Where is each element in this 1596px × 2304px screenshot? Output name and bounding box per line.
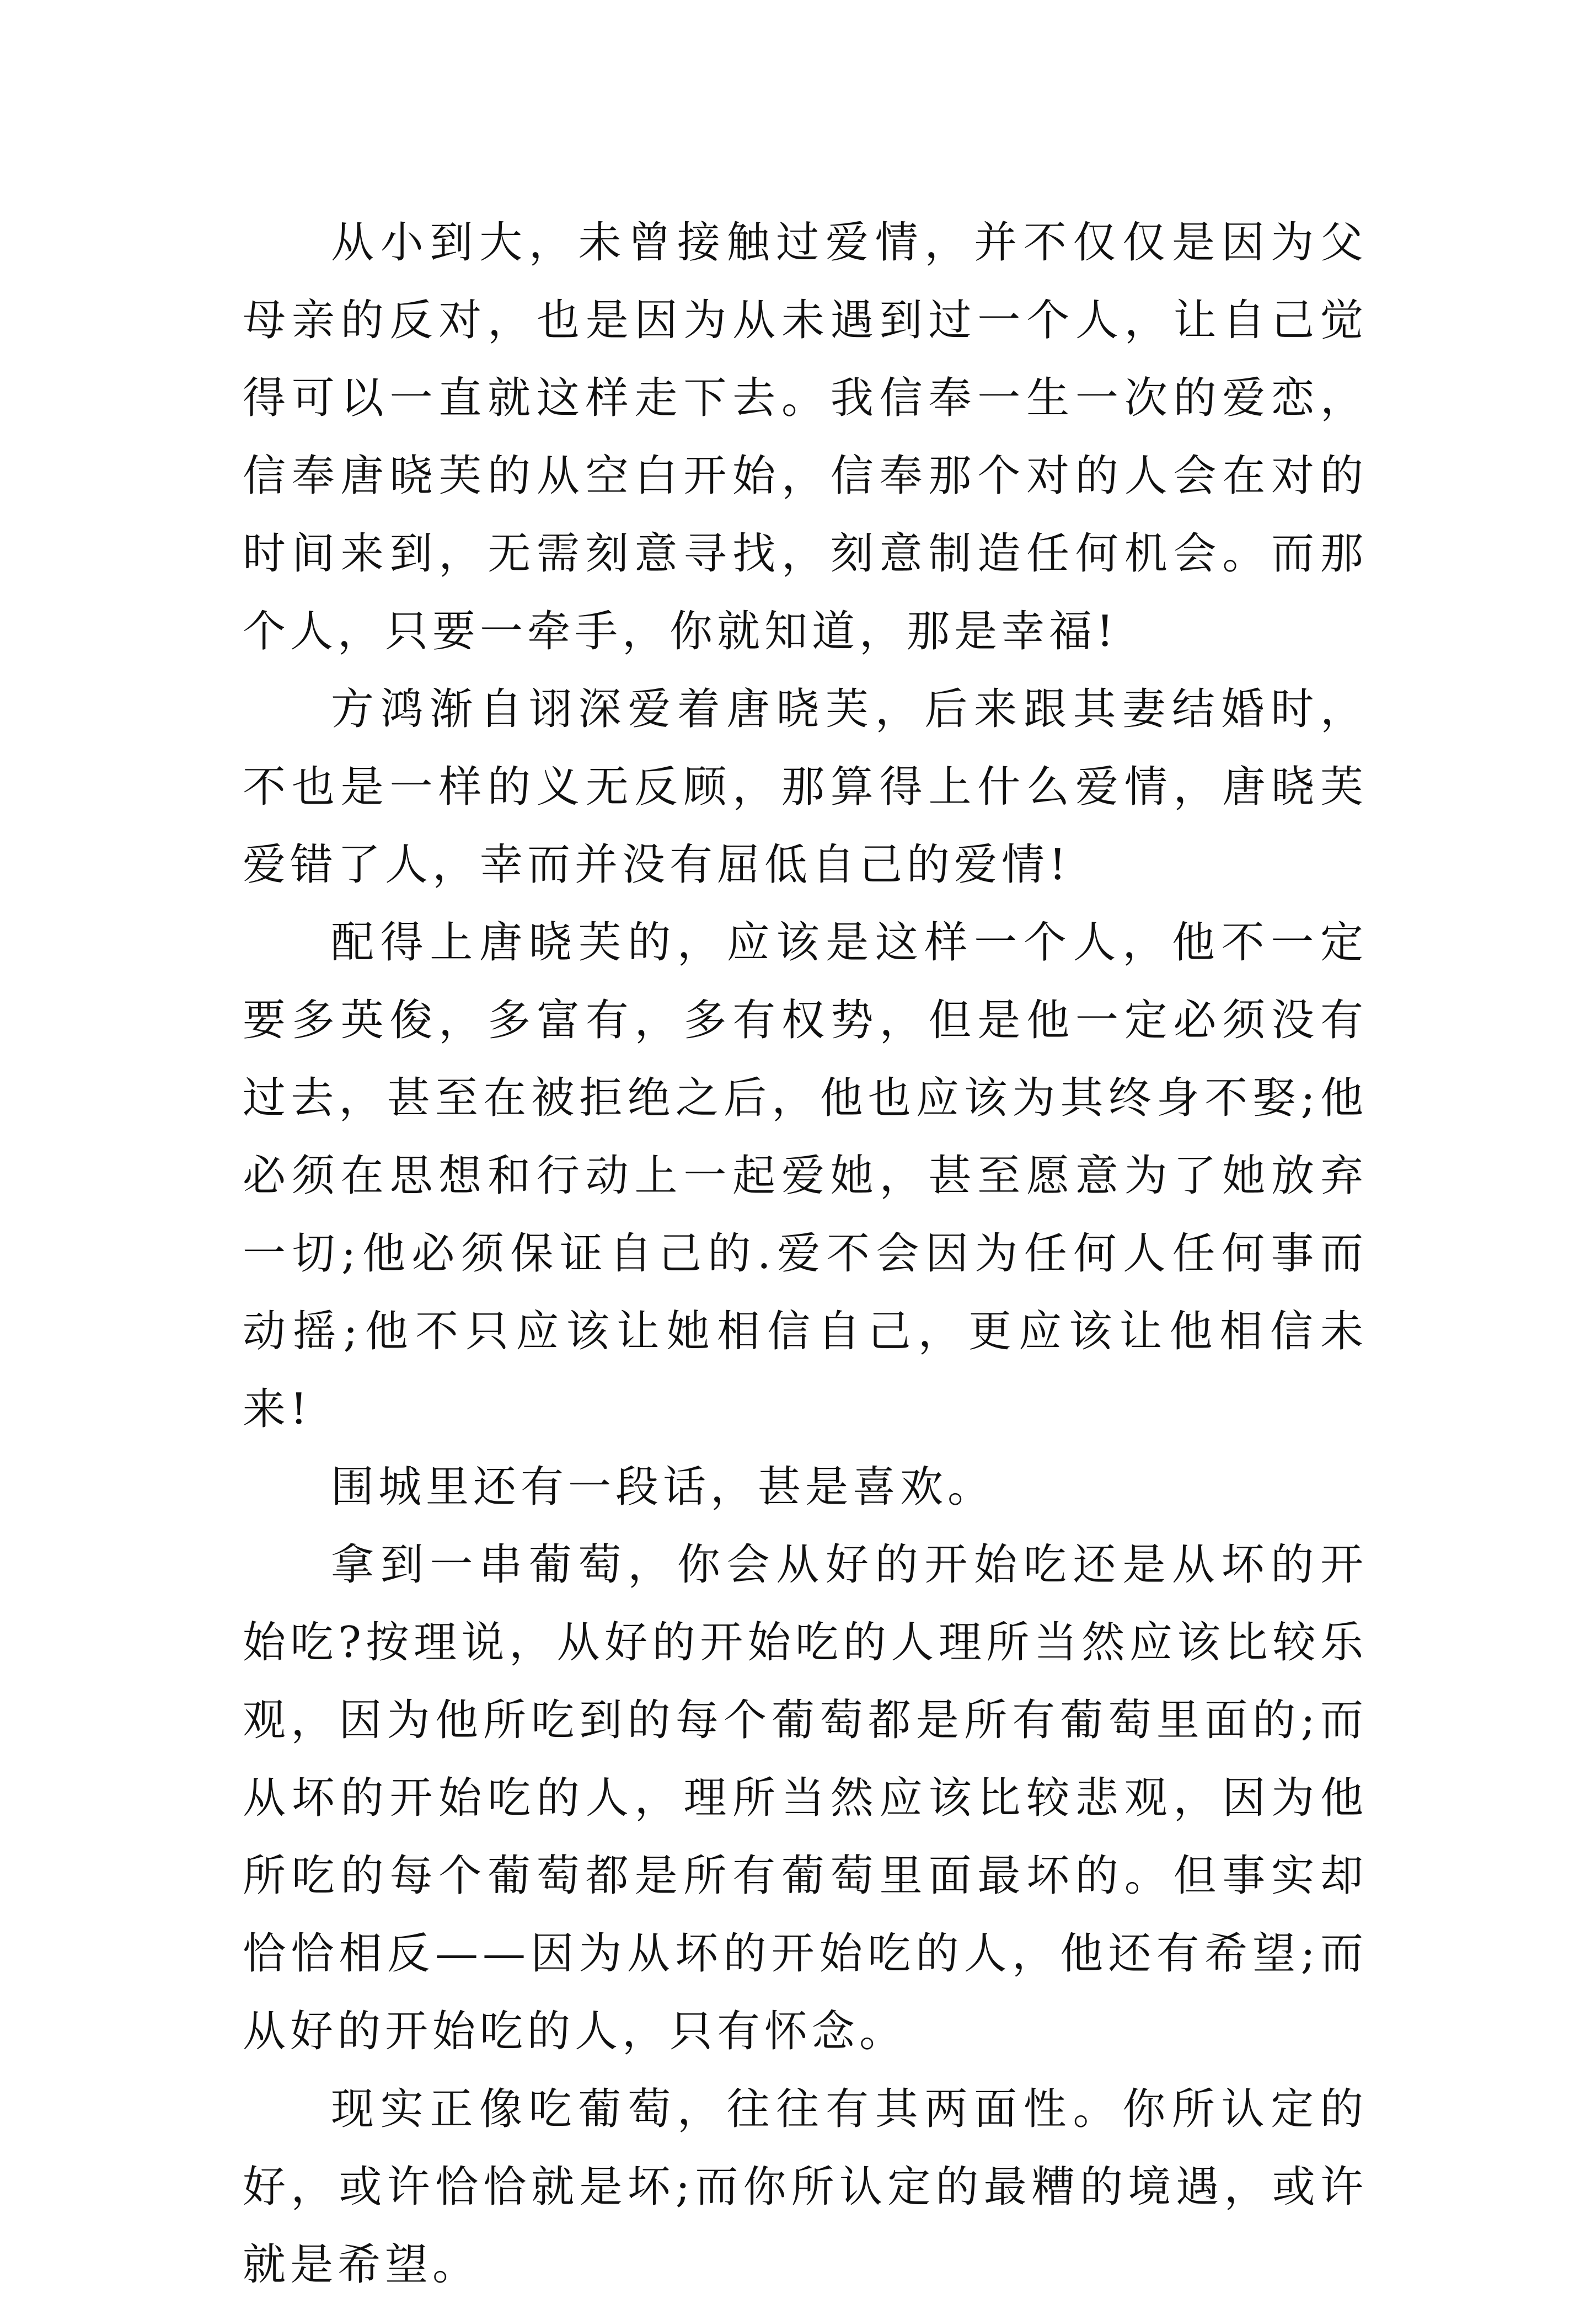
paragraph-6: 现实正像吃葡萄，往往有其两面性。你所认定的好，或许恰恰就是坏;而你所认定的最糟的境遇，或许就是希望。 [243, 2084, 1368, 2290]
paragraph-3: 配得上唐晓芙的，应该是这样一个人，他不一定要多英俊，多富有，多有权势，但是他一定必须没有过去，甚至在被拒绝之后，他也应该为其终身不娶;他必须在思想和行动上一起爱她，甚至愿意为了她放弃一切;他必须保证自己的.爱不会因为任何人任何事而动摇;他不只应该让她相信自己，更应该让他相信未来! [243, 918, 1368, 1434]
paragraph-4: 围城里还有一段话，甚是喜欢。 [331, 1462, 995, 1512]
document-body [243, 204, 1368, 2304]
paragraph-1: 从小到大，未曾接触过爱情，并不仅仅是因为父母亲的反对，也是因为从未遇到过一个人，让自己觉得可以一直就这样走下去。我信奉一生一次的爱恋，信奉唐晓芙的从空白开始，信奉那个对的人会在对的时间来到，无需刻意寻找，刻意制造任何机会。而那个人，只要一牵手，你就知道，那是幸福! [243, 218, 1368, 656]
paragraph-2: 方鸿渐自诩深爱着唐晓芙，后来跟其妻结婚时，不也是一样的义无反顾，那算得上什么爱情，唐晓芙爱错了人，幸而并没有屈低自己的爱情! [243, 685, 1368, 890]
paragraph-5: 拿到一串葡萄，你会从好的开始吃还是从坏的开始吃?按理说，从好的开始吃的人理所当然应该比较乐观，因为他所吃到的每个葡萄都是所有葡萄里面的;而从坏的开始吃的人，理所当然应该比较悲观，因为他所吃的每个葡萄都是所有葡萄里面最坏的。但事实却恰恰相反——因为从坏的开始吃的人，他还有希望;而从好的开始吃的人，只有怀念。 [243, 1540, 1368, 2056]
